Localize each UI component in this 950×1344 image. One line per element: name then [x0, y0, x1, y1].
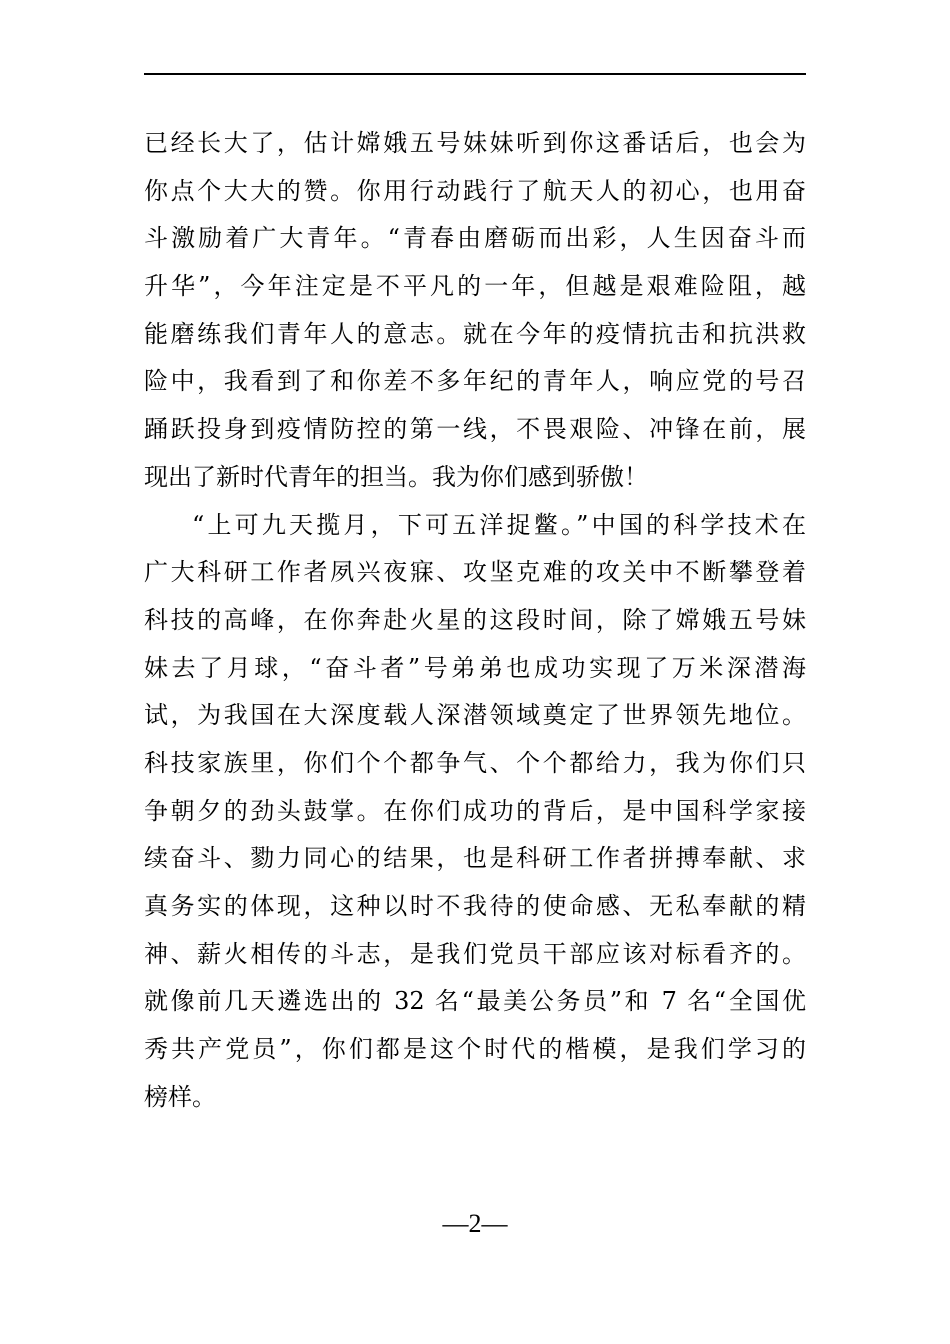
- text-line: 秀共产党员”，你们都是这个时代的楷模，是我们学习的: [144, 1035, 806, 1064]
- text-line: 真务实的体现，这种以时不我待的使命感、无私奉献的精: [144, 892, 806, 920]
- text-line: 就像前几天遴选出的 32 名“最美公务员”和 7 名“全国优: [144, 987, 806, 1016]
- text-line: 榜样。: [144, 1082, 216, 1111]
- text-line: 能磨练我们青年人的意志。就在今年的疫情抗击和抗洪救: [144, 319, 806, 348]
- text-line: 广大科研工作者夙兴夜寐、攻坚克难的攻关中不断攀登着: [144, 558, 806, 587]
- text-line: 已经长大了，估计嫦娥五号妹妹听到你这番话后，也会为: [144, 129, 806, 157]
- text-line: 险中，我看到了和你差不多年纪的青年人，响应党的号召: [144, 367, 806, 396]
- text-line: 踊跃投身到疫情防控的第一线，不畏艰险、冲锋在前，展: [144, 415, 806, 444]
- text-line: 升华”，今年注定是不平凡的一年，但越是艰难险阻，越: [144, 272, 806, 301]
- text-line: 现出了新时代青年的担当。我为你们感到骄傲！: [144, 462, 648, 491]
- text-line: 斗激励着广大青年。“青春由磨砺而出彩，人生因奋斗而: [144, 224, 806, 253]
- header-rule: [144, 73, 806, 75]
- text-line: 妹去了月球，“奋斗者”号弟弟也成功实现了万米深潜海: [144, 653, 806, 682]
- text-line: 科技家族里，你们个个都争气、个个都给力，我为你们只: [144, 748, 806, 777]
- text-line: 续奋斗、勠力同心的结果，也是科研工作者拼搏奉献、求: [144, 844, 806, 873]
- text-line: 你点个大大的赞。你用行动践行了航天人的初心，也用奋: [144, 176, 806, 205]
- paragraph-start-line: “上可九天揽月，下可五洋捉鳖。”中国的科学技术在: [192, 510, 806, 539]
- page-number: —2—: [442, 1209, 508, 1238]
- body-text: [144, 120, 806, 1121]
- text-line: 试，为我国在大深度载人深潜领域奠定了世界领先地位。: [144, 701, 806, 730]
- text-line: 争朝夕的劲头鼓掌。在你们成功的背后，是中国科学家接: [144, 796, 806, 825]
- text-line: 神、薪火相传的斗志，是我们党员干部应该对标看齐的。: [144, 939, 806, 968]
- text-line: 科技的高峰，在你奔赴火星的这段时间，除了嫦娥五号妹: [144, 605, 806, 634]
